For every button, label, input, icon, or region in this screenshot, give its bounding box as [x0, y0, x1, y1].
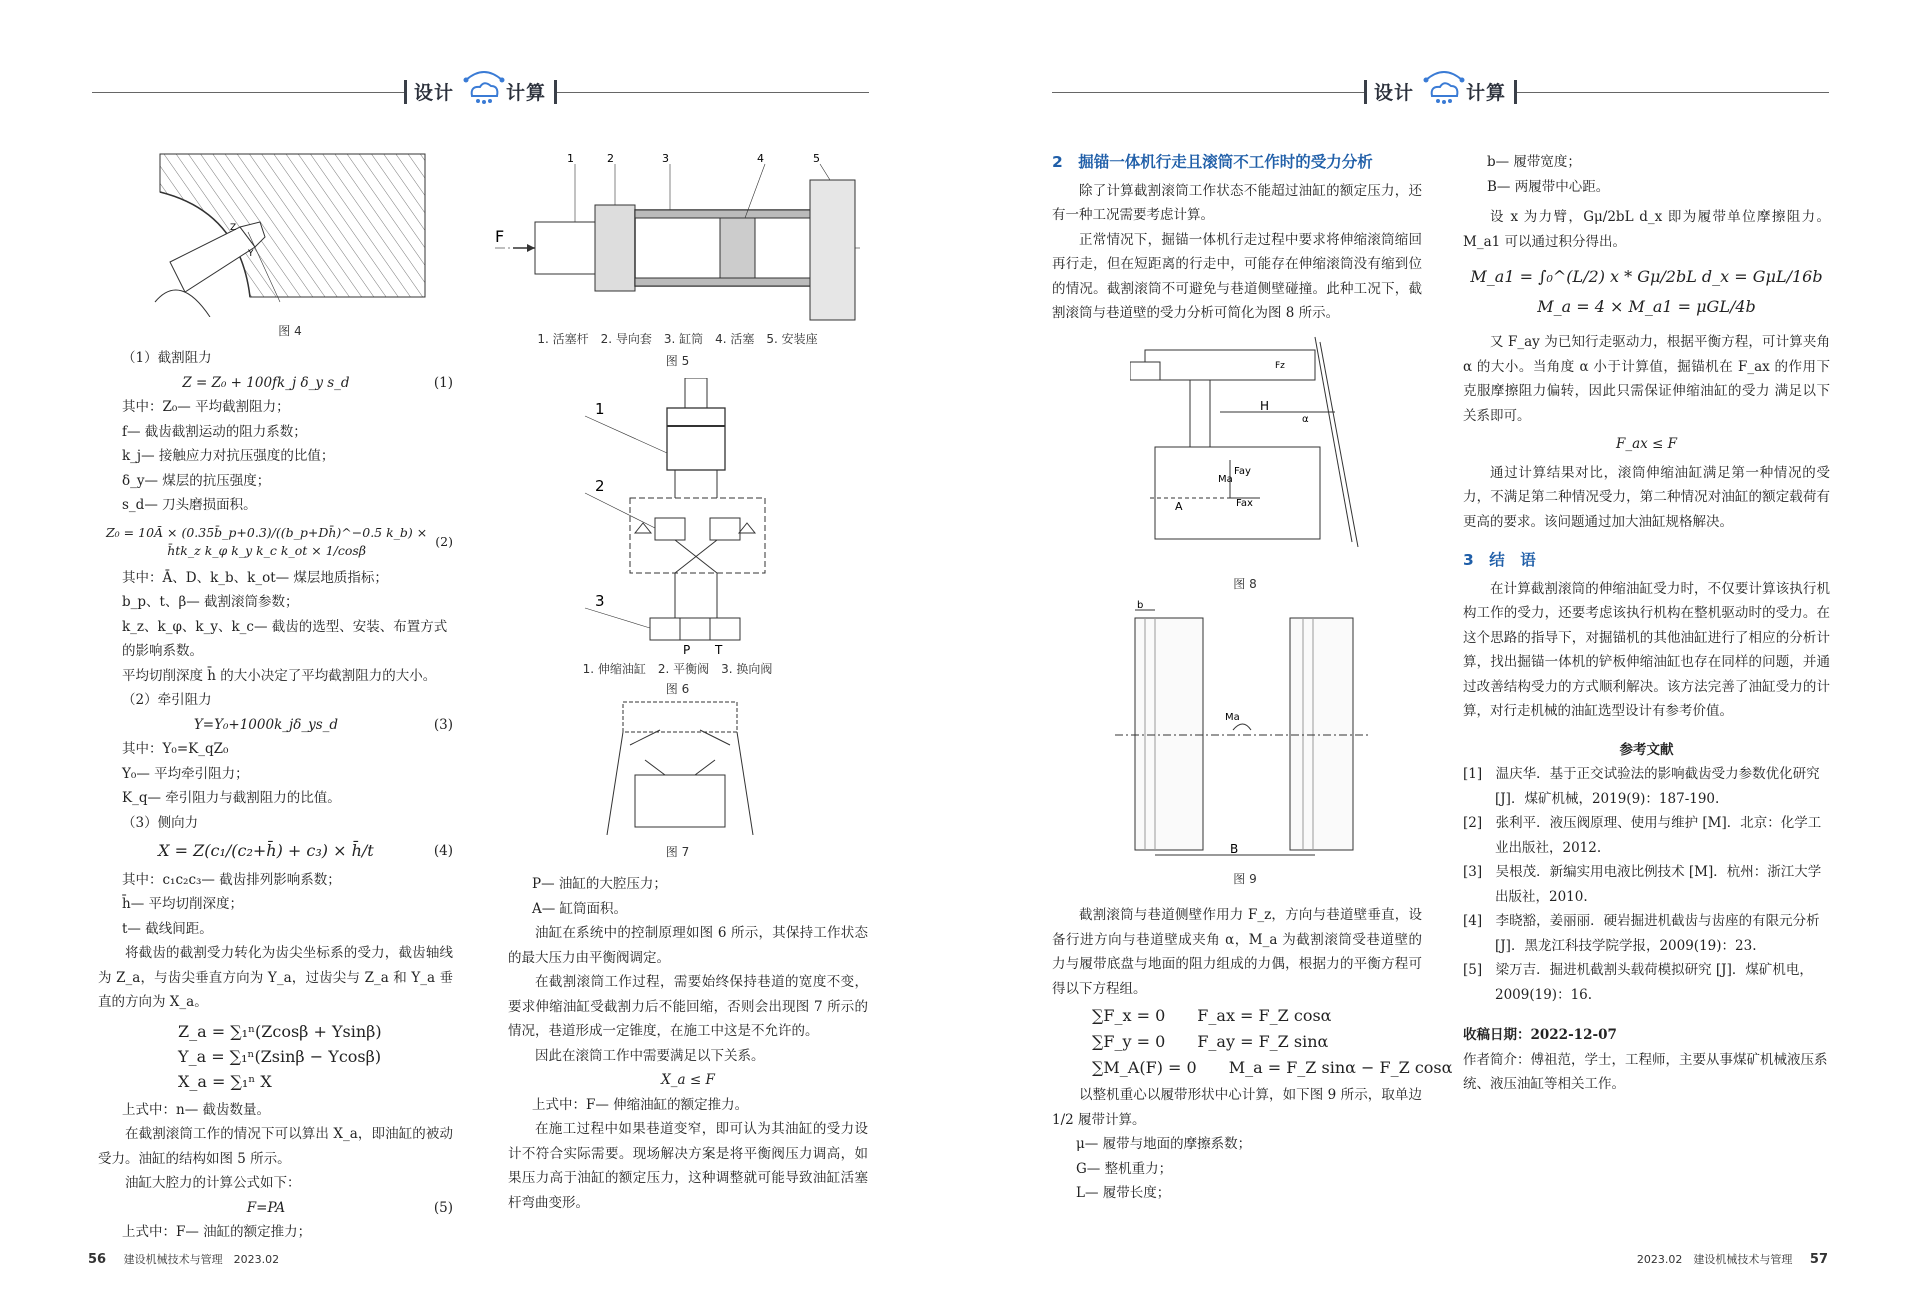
paragraph: 除了计算截割滚筒工作状态不能超过油缸的额定压力，还有一种工况需要考虑计算。	[1052, 182, 1422, 223]
figure-8-drawing	[1130, 332, 1360, 547]
svg-text:Fay: Fay	[1234, 466, 1251, 477]
figure-7-drawing	[605, 700, 755, 835]
footer-right	[1637, 1251, 1828, 1267]
header-rule-left-a	[92, 92, 404, 93]
paragraph: 因此在滚筒工作中需要满足以下关系。	[535, 1047, 765, 1064]
paragraph: 在计算截割滚筒的伸缩油缸受力时，不仅要计算该执行机构工作的受力，还要考虑该执行机构在整机驱动时的受力。在这个思路的指导下，对掘锚机的其他油缸进行了相应的分析计算，找出掘锚一体机的铲板伸缩油缸也存在同样的问题，并通过改善结构受力的方式顺利解决。该方法完善了油缸受力的计算，对行走机械的油缸选型设计有参考价值。	[1463, 580, 1830, 719]
svg-text:2: 2	[607, 152, 614, 165]
right-column-1-top	[1052, 150, 1422, 326]
definition: 其中：Y₀=K_qZ₀	[122, 741, 229, 757]
definition: 上式中：F— 油缸的额定推力；	[122, 1224, 312, 1240]
equation-group-a: Z_a = ∑₁ⁿ(Zcosβ + Ysinβ) Y_a = ∑₁ⁿ(Zsinβ − Ycosβ) X_a = ∑₁ⁿ X	[178, 1021, 382, 1091]
definition: K_q— 牵引阻力与截割阻力的比值。	[122, 790, 341, 806]
svg-text:2: 2	[595, 477, 605, 495]
definition: k_j— 接触应力对抗压强度的比值；	[122, 448, 335, 464]
right-column-1-bottom	[1052, 903, 1453, 1206]
left-column-2	[508, 872, 868, 1215]
references-title: 参考文献	[1619, 741, 1674, 758]
svg-text:A: A	[1175, 500, 1183, 513]
page-number: 57	[1809, 1252, 1828, 1267]
svg-text:4: 4	[757, 152, 764, 165]
figure-4-drawing	[150, 152, 430, 317]
journal-name: 2023.02 建设机械技术与管理	[1636, 1253, 1793, 1266]
svg-text:Ma: Ma	[1218, 474, 1233, 485]
paragraph: 在截割滚筒工作的情况下可以算出 X_a，即油缸的被动受力。油缸的结构如图 5 所示。	[98, 1126, 453, 1167]
figure-5-drawing	[495, 150, 860, 325]
figure-9-caption: 图 9	[1233, 872, 1257, 886]
definition: G— 整机重力；	[1076, 1160, 1173, 1177]
equation-3: Y=Y₀+1000k_jδ_ys_d (3)	[193, 716, 453, 733]
equilibrium-equations: ∑F_x = 0 F_ax = F_Z cosα ∑F_y = 0 F_ay = F_Z sinα ∑M_A(F) = 0 M_a = F_Z sinα − F_Z cosα	[1092, 1006, 1453, 1077]
header-rule-right-b	[1517, 92, 1829, 93]
figure-6-caption: 图 6	[665, 682, 690, 696]
figure-7-caption: 图 7	[665, 845, 690, 859]
paragraph: 通过计算结果对比，滚筒伸缩油缸满足第一种情况的受力，不满足第二种情况受力，第二种情况对油缸的额定载荷有更高的要求。该问题通过加大油缸规格解决。	[1463, 464, 1830, 530]
definition: s_d— 刀头磨损面积。	[122, 497, 257, 513]
right-column-2	[1463, 150, 1830, 1097]
footer-left	[88, 1251, 279, 1267]
paragraph: 油缸在系统中的控制原理如图 6 所示，其保持工作状态的最大压力由平衡阀调定。	[508, 925, 868, 966]
reference-item: [5] 梁万吉．掘进机截割头载荷模拟研究 [J]．煤矿机电，2009(19)：16.	[1463, 962, 1813, 1003]
cloud-network-icon	[462, 66, 506, 106]
definition: f— 截齿截割运动的阻力系数；	[122, 423, 307, 440]
section-3-title: 3 结 语	[1463, 551, 1536, 569]
header-design-label: 设计	[1374, 82, 1415, 104]
definition: b— 履带宽度；	[1487, 154, 1581, 170]
reference-item: [2] 张利平．液压阀原理、使用与维护 [M]．北京：化学工业出版社，2012.	[1463, 815, 1822, 856]
header-bar	[404, 80, 407, 104]
cloud-network-icon	[1422, 66, 1466, 106]
svg-text:b: b	[1137, 600, 1144, 611]
paragraph: 以整机重心以履带形状中心计算，如下图 9 所示，取单边 1/2 履带计算。	[1052, 1087, 1422, 1128]
paragraph: 又 F_ay 为已知行走驱动力，根据平衡方程，可计算夹角 α 的大小。当角度 α 小于计算值，掘锚机在 F_ax 的作用下克服摩擦阻力偏转，因此只需保证伸缩油缸的受力 满足以下关系即可。	[1463, 334, 1830, 424]
header-calc-label: 计算	[506, 82, 547, 104]
svg-text:P: P	[683, 643, 691, 657]
svg-text:5: 5	[813, 152, 820, 165]
svg-text:1: 1	[595, 400, 605, 418]
definition: 上式中：F— 伸缩油缸的额定推力。	[532, 1096, 749, 1113]
definition: 其中：Z₀— 平均截割阻力；	[122, 399, 290, 415]
header-rule-right-a	[1052, 92, 1364, 93]
svg-text:B: B	[1230, 842, 1239, 856]
section-2-title: 2 掘锚一体机行走且滚筒不工作时的受力分析	[1052, 153, 1373, 171]
figure-9-drawing	[1115, 600, 1370, 865]
definition: μ— 履带与地面的摩擦系数；	[1076, 1136, 1252, 1152]
equation-2: Z₀ = 10Ā × (0.35b̄_p+0.3)/((b_p+Dh̄)^−0.5 k_b) × h̄tk_z k_φ k_y k_c k_ot × 1/cosβ (2)	[106, 524, 453, 558]
definition: t— 截线间距。	[122, 920, 213, 937]
reference-item: [3] 吴根茂．新编实用电液比例技术 [M]．杭州：浙江大学出版社，2010.	[1463, 864, 1822, 905]
svg-text:α: α	[1302, 414, 1309, 425]
subsection-title: （3）侧向力	[122, 814, 199, 831]
paragraph: 正常情况下，掘锚一体机行走过程中要求将伸缩滚筒缩回再行走，但在短距离的行走中，可能存在伸缩滚筒没有缩到位的情况。截割滚筒不可避免与巷道侧壁碰撞。此种工况下，截割滚筒与巷道壁的受力分析可简化为图 8 所示。	[1052, 231, 1422, 321]
paragraph: 在截割滚筒工作过程，需要始终保持巷道的宽度不变，要求伸缩油缸受截割力后不能回缩，否则会出现图 7 所示的情况，巷道形成一定锥度，在施工中这是不允许的。	[508, 974, 868, 1039]
figure-5-legend: 1. 活塞杆 2. 导向套 3. 缸筒 4. 活塞 5. 安装座	[537, 332, 818, 346]
definition: 上式中：n— 截齿数量。	[122, 1101, 270, 1118]
header-bar	[1364, 80, 1367, 104]
figure-5-caption: 图 5	[665, 354, 690, 368]
definition: 平均切削深度 h̄ 的大小决定了平均截割阻力的大小。	[122, 667, 437, 684]
paragraph: 将截齿的截割受力转化为齿尖坐标系的受力，截齿轴线为 Z_a，与齿尖垂直方向为 Y_a，过齿尖与 Z_a 和 Y_a 垂直的方向为 X_a。	[98, 945, 453, 1010]
svg-text:3: 3	[595, 592, 605, 610]
equation-1: Z = Z₀ + 100fk_j δ_y s_d (1)	[182, 374, 453, 391]
definition: L— 履带长度；	[1076, 1185, 1171, 1201]
definition: A— 缸筒面积。	[532, 900, 628, 917]
definition: B— 两履带中心距。	[1487, 178, 1610, 195]
svg-text:Ma: Ma	[1225, 712, 1240, 723]
inequality: F_ax ≤ F	[1615, 436, 1678, 452]
svg-text:F: F	[495, 227, 505, 246]
page-number: 56	[88, 1252, 107, 1267]
paragraph: 在施工过程中如果巷道变窄，即可认为其油缸的受力设计不符合实际需要。现场解决方案是将平衡阀压力调高，如果压力高于油缸的额定压力，这种调整就可能导致油缸活塞杆弯曲变形。	[508, 1121, 868, 1211]
journal-name: 建设机械技术与管理 2023.02	[123, 1253, 280, 1266]
author-bio: 作者简介：傅祖范，学士，工程师，主要从事煤矿机械液压系统、液压油缸等相关工作。	[1463, 1051, 1828, 1092]
paragraph: 截割滚筒与巷道侧壁作用力 F_z，方向与巷道壁垂直，设备行进方向与巷道壁成夹角 α，M_a 为截割滚筒受巷道壁的力与履带底盘与地面的阻力组成的力偶，根据力的平衡方程可得以下方程组。	[1052, 907, 1422, 997]
definition: P— 油缸的大腔压力；	[532, 876, 667, 892]
definition: b_p、t、β— 截割滚筒参数；	[122, 594, 299, 610]
header-rule-left-b	[557, 92, 869, 93]
definition: Y₀— 平均牵引阻力；	[122, 765, 249, 782]
definition: δ_y— 煤层的抗压强度；	[122, 472, 271, 489]
subsection-title: （1）截割阻力	[122, 350, 212, 366]
definition: k_z、k_φ、k_y、k_c— 截齿的选型、安装、布置方式的影响系数。	[122, 618, 448, 659]
equation-5: F=PA (5)	[246, 1199, 453, 1216]
inequality: X_a ≤ F	[661, 1072, 715, 1088]
paragraph: 设 x 为力臂，Gμ/2bL d_x 即为履带单位摩擦阻力。M_a1 可以通过积分得出。	[1463, 209, 1830, 250]
paragraph: 油缸大腔力的计算公式如下：	[125, 1175, 301, 1191]
svg-text:Fz: Fz	[1275, 361, 1285, 371]
left-column-1	[98, 346, 453, 1245]
received-date: 收稿日期：2022-12-07	[1463, 1027, 1617, 1043]
reference-item: [4] 李晓豁，姜丽丽．硬岩掘进机截齿与齿座的有限元分析 [J]．黑龙江科技学院学报，2009(19)：23.	[1463, 913, 1820, 954]
figure-4-caption: 图 4	[278, 324, 302, 338]
reference-item: [1] 温庆华．基于正交试验法的影响截齿受力参数优化研究 [J]．煤矿机械，2019(9)：187-190.	[1463, 766, 1820, 807]
integral-equations: M_a1 = ∫₀^(L/2) x * Gμ/2bL d_x = GμL/16b M_a = 4 × M_a1 = μGL/4b	[1470, 267, 1823, 316]
header-design-label: 设计	[414, 82, 455, 104]
subsection-title: （2）牵引阻力	[122, 692, 212, 708]
figure-8-caption: 图 8	[1233, 577, 1257, 591]
svg-text:Y: Y	[248, 249, 254, 259]
svg-text:Fax: Fax	[1236, 498, 1253, 509]
figure-6-drawing	[575, 378, 795, 658]
definition: h̄— 平均切削深度；	[122, 896, 243, 912]
svg-text:3: 3	[662, 152, 669, 165]
svg-text:T: T	[715, 643, 723, 657]
svg-text:1: 1	[567, 152, 574, 165]
svg-text:H: H	[1260, 399, 1270, 413]
definition: 其中：c₁c₂c₃— 截齿排列影响系数；	[122, 871, 341, 888]
header-calc-label: 计算	[1466, 82, 1507, 104]
equation-4: X = Z(c₁/(c₂+h̄) + c₃) × h̄/t (4)	[158, 841, 453, 860]
definition: 其中：Ā、D、k_b、k_ot— 煤层地质指标；	[122, 569, 388, 586]
figure-6-legend: 1. 伸缩油缸 2. 平衡阀 3. 换向阀	[582, 662, 773, 676]
svg-text:Z: Z	[230, 223, 237, 233]
